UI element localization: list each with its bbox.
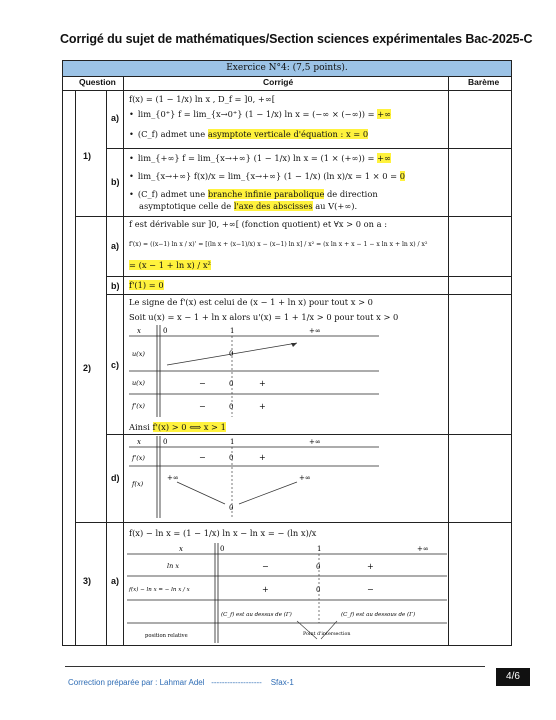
c-row-u-sign: u(x) <box>132 379 145 387</box>
q2c-auxiliary-function: Soit u(x) = x − 1 + ln x alors u'(x) = 1 + 1/x > 0 pour tout x > 0 <box>129 312 399 322</box>
page-number: 4/6 <box>496 668 530 686</box>
part-1b-label: b) <box>111 177 120 187</box>
part-2b-label: b) <box>111 281 120 291</box>
c-sign-neg: − <box>199 379 206 388</box>
p-x-zero: 0 <box>220 545 225 553</box>
q2a-differentiability: f est dérivable sur ]0, +∞[ (fonction quotient) et ∀x > 0 on a : <box>129 219 387 229</box>
arrow-head <box>291 343 297 347</box>
c-row-u: u(x) <box>132 350 145 358</box>
row-separator <box>106 276 512 277</box>
d-f-zero: 0 <box>229 504 234 512</box>
d-limit-right: +∞ <box>299 474 311 482</box>
header-question: Question <box>79 77 116 87</box>
row-separator <box>75 216 512 217</box>
p-position-left: (C_f) est au dessus de (Γ) <box>221 612 292 618</box>
footer-credit: Correction préparée par : Lahmar Adel ------------------- Sfax-1 <box>68 678 294 687</box>
part-1a-label: a) <box>111 113 120 123</box>
c-fp-zero: 0 <box>229 403 234 411</box>
c-fp-pos: + <box>259 402 266 411</box>
d-sign-pos: + <box>259 453 266 462</box>
q2a-derivative-result: = (x − 1 + ln x) / x² <box>129 260 211 270</box>
d-x-one: 1 <box>230 438 235 446</box>
q1b-limit-ratio: • lim_{x→+∞} f(x)/x = lim_{x→+∞} (1 − 1/x) (ln x)/x = 1 × 0 = 0 <box>129 171 405 182</box>
q1b-branch-conclusion-cont: asymptotique celle de l'axe des abscisses au V(+∞). <box>139 201 358 211</box>
c-fp-neg: − <box>199 402 206 411</box>
c-x-zero: 0 <box>163 327 168 335</box>
grid-line <box>75 90 76 645</box>
question-2-label: 2) <box>83 363 92 373</box>
p-ln-pos: + <box>367 562 374 571</box>
question-1-label: 1) <box>83 151 92 161</box>
q2c-variation-table <box>129 325 379 417</box>
p-diff-neg: − <box>367 585 374 594</box>
d-row-f: f(x) <box>132 480 144 488</box>
grid-line <box>448 76 449 645</box>
q1a-function-definition: f(x) = (1 − 1/x) ln x , D_f = ]0, +∞[ <box>129 94 276 104</box>
q2b-derivative-at-one: f'(1) = 0 <box>129 280 164 290</box>
q3a-position-table <box>127 543 447 643</box>
p-diff-zero: 0 <box>316 586 321 594</box>
q1b-branch-conclusion: • (C_f) admet une branche infinie parabolique de direction <box>129 189 378 200</box>
d-x-inf: +∞ <box>309 438 321 446</box>
p-position-right: (C_f) est au dessous de (Γ) <box>341 612 416 618</box>
d-row-fprime: f'(x) <box>132 454 145 462</box>
q1b-limit-infinity: • lim_{+∞} f = lim_{x→+∞} (1 − 1/x) ln x = (1 × (+∞)) = +∞ <box>129 153 391 164</box>
q1a-conclusion: • (C_f) admet une asymptote verticale d'équation : x = 0 <box>129 129 368 140</box>
row-separator <box>75 522 512 523</box>
p-x-inf: +∞ <box>417 545 429 553</box>
question-3-label: 3) <box>83 576 92 586</box>
c-sign-zero: 0 <box>229 380 234 388</box>
part-2c-label: c) <box>111 360 120 370</box>
c-row-x: x <box>137 327 141 335</box>
p-row-position: position relative <box>145 633 188 639</box>
d-x-zero: 0 <box>163 438 168 446</box>
q2c-conclusion: Ainsi f'(x) > 0 ⟺ x > 1 <box>129 422 226 432</box>
c-u-zero: 0 <box>229 350 234 358</box>
part-2d-label: d) <box>111 473 120 483</box>
part-3a-label: a) <box>111 576 120 586</box>
q3a-difference: f(x) − ln x = (1 − 1/x) ln x − ln x = − (ln x)/x <box>129 528 317 538</box>
c-x-one: 1 <box>230 327 235 335</box>
increasing-arrow <box>239 482 297 504</box>
decreasing-arrow <box>177 482 225 504</box>
exercise-banner: Exercice N°4: (7,5 points). <box>63 61 511 77</box>
q2c-sign-statement: Le signe de f'(x) est celui de (x − 1 + ln x) pour tout x > 0 <box>129 297 373 307</box>
d-sign-zero: 0 <box>229 454 234 462</box>
p-x-one: 1 <box>317 545 322 553</box>
p-diff-pos: + <box>262 585 269 594</box>
correction-sheet <box>62 60 512 646</box>
p-ln-zero: 0 <box>316 563 321 571</box>
c-row-fprime: f'(x) <box>132 402 145 410</box>
p-ln-neg: − <box>262 562 269 571</box>
q2a-derivative-computation: f'(x) = ((x−1) ln x / x)' = [(ln x + (x−1)/x) x − (x−1) ln x] / x² = (x ln x + x − 1 − x ln x + ln x) / x² <box>129 241 428 248</box>
d-row-x: x <box>137 438 141 446</box>
grid-line <box>123 76 124 645</box>
p-intersection: Point d'intersection <box>303 632 351 637</box>
row-separator <box>106 434 512 435</box>
part-2a-label: a) <box>111 241 120 251</box>
q1a-limit-zero: • lim_{0⁺} f = lim_{x→0⁺} (1 − 1/x) ln x = (−∞ × (−∞)) = +∞ <box>129 109 391 120</box>
d-limit-left: +∞ <box>167 474 179 482</box>
p-row-x: x <box>179 545 183 553</box>
p-row-diff: f(x) − ln x = − ln x / x <box>129 587 190 593</box>
table-header <box>63 76 511 91</box>
q2d-variation-table <box>129 436 379 518</box>
header-corrige: Corrigé <box>263 77 294 87</box>
footer-rule <box>65 666 485 667</box>
d-sign-neg: − <box>199 453 206 462</box>
grid-line <box>106 90 107 645</box>
document-title: Corrigé du sujet de mathématiques/Section sciences expérimentales Bac-2025-C <box>60 32 533 46</box>
row-separator <box>106 294 512 295</box>
c-sign-pos: + <box>259 379 266 388</box>
header-bareme: Barème <box>468 77 500 87</box>
p-row-ln: ln x <box>167 562 179 570</box>
c-x-inf: +∞ <box>309 327 321 335</box>
row-separator <box>106 148 512 149</box>
